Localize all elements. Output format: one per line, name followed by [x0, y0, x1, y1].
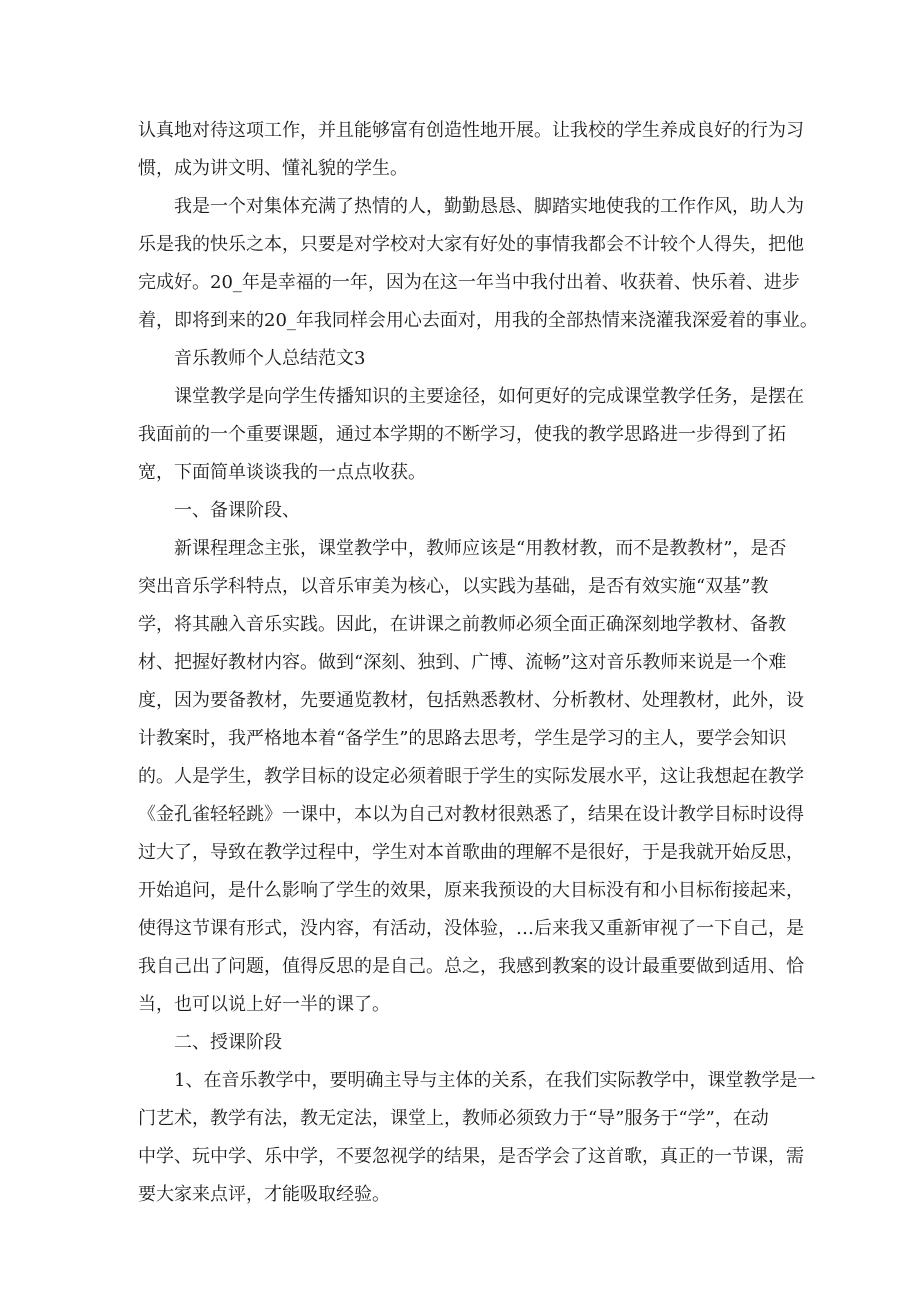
- paragraph-start-line: 1、在音乐教学中，要明确主导与主体的关系，在我们实际教学中，课堂教学是一: [174, 1070, 816, 1091]
- paragraph-line: 当，也可以说上好一半的课了。: [138, 994, 390, 1015]
- paragraph-line: 材、把握好教材内容。做到“深刻、独到、广博、流畅”这对音乐教师来说是一个难: [138, 652, 787, 673]
- paragraph-line: 着，即将到来的20_年我同样会用心去面对，用我的全部热情来浇灌我深爱着的事业。: [138, 310, 818, 331]
- paragraph-line: 过大了，导致在教学过程中，学生对本首歌曲的理解不是很好，于是我就开始反思，: [138, 842, 804, 863]
- paragraph-line: 的。人是学生，教学目标的设定必须着眼于学生的实际发展水平，这让我想起在教学: [138, 766, 804, 787]
- paragraph-line: 突出音乐学科特点，以音乐审美为核心，以实践为基础，是否有效实施“双基”教: [138, 576, 769, 597]
- paragraph-line: 度，因为要备教材，先要通览教材，包括熟悉教材、分析教材、处理教材，此外，设: [138, 690, 804, 711]
- paragraph-start-line: 音乐教师个人总结范文3: [174, 348, 366, 369]
- paragraph-line: 我自己出了问题，值得反思的是自己。总之，我感到教案的设计最重要做到适用、恰: [138, 956, 804, 977]
- paragraph-line: 中学、玩中学、乐中学，不要忽视学的结果，是否学会了这首歌，真正的一节课，需: [138, 1146, 804, 1167]
- paragraph-line: 门艺术，教学有法，教无定法，课堂上，教师必须致力于“导”服务于“学”，在动: [138, 1108, 769, 1129]
- paragraph-line: 乐是我的快乐之本，只要是对学校对大家有好处的事情我都会不计较个人得失，把他: [138, 234, 804, 255]
- paragraph-line: 宽，下面简单谈谈我的一点点收获。: [138, 462, 426, 483]
- paragraph-line: 惯，成为讲文明、懂礼貌的学生。: [138, 158, 408, 179]
- paragraph-start-line: 一、备课阶段、: [174, 500, 300, 521]
- paragraph-line: 计教案时，我严格地本着“备学生”的思路去思考，学生是学习的主人，要学会知识: [138, 728, 787, 749]
- document-page: [138, 112, 818, 1214]
- paragraph-line: 我面前的一个重要课题，通过本学期的不断学习，使我的教学思路进一步得到了拓: [138, 424, 786, 445]
- paragraph-start-line: 二、授课阶段: [174, 1032, 282, 1053]
- paragraph-line: 学，将其融入音乐实践。因此，在讲课之前教师必须全面正确深刻地学教材、备教: [138, 614, 786, 635]
- paragraph-line: 认真地对待这项工作，并且能够富有创造性地开展。让我校的学生养成良好的行为习: [138, 120, 804, 141]
- paragraph-line: 使得这节课有形式，没内容，有活动，没体验，…后来我又重新审视了一下自己，是: [138, 918, 804, 939]
- paragraph-start-line: 新课程理念主张，课堂教学中，教师应该是“用教材教，而不是教教材”，是否: [174, 538, 787, 559]
- paragraph-line: 完成好。20_年是幸福的一年，因为在这一年当中我付出着、收获着、快乐着、进步: [138, 272, 800, 293]
- paragraph-start-line: 课堂教学是向学生传播知识的主要途径，如何更好的完成课堂教学任务，是摆在: [174, 386, 804, 407]
- paragraph-start-line: 我是一个对集体充满了热情的人，勤勤恳恳、脚踏实地使我的工作作风，助人为: [174, 196, 804, 217]
- paragraph-line: 《金孔雀轻轻跳》一课中，本以为自己对教材很熟悉了，结果在设计教学目标时设得: [138, 804, 804, 825]
- paragraph-line: 开始追问，是什么影响了学生的效果，原来我预设的大目标没有和小目标衔接起来，: [138, 880, 804, 901]
- paragraph-line: 要大家来点评，才能吸取经验。: [138, 1184, 390, 1205]
